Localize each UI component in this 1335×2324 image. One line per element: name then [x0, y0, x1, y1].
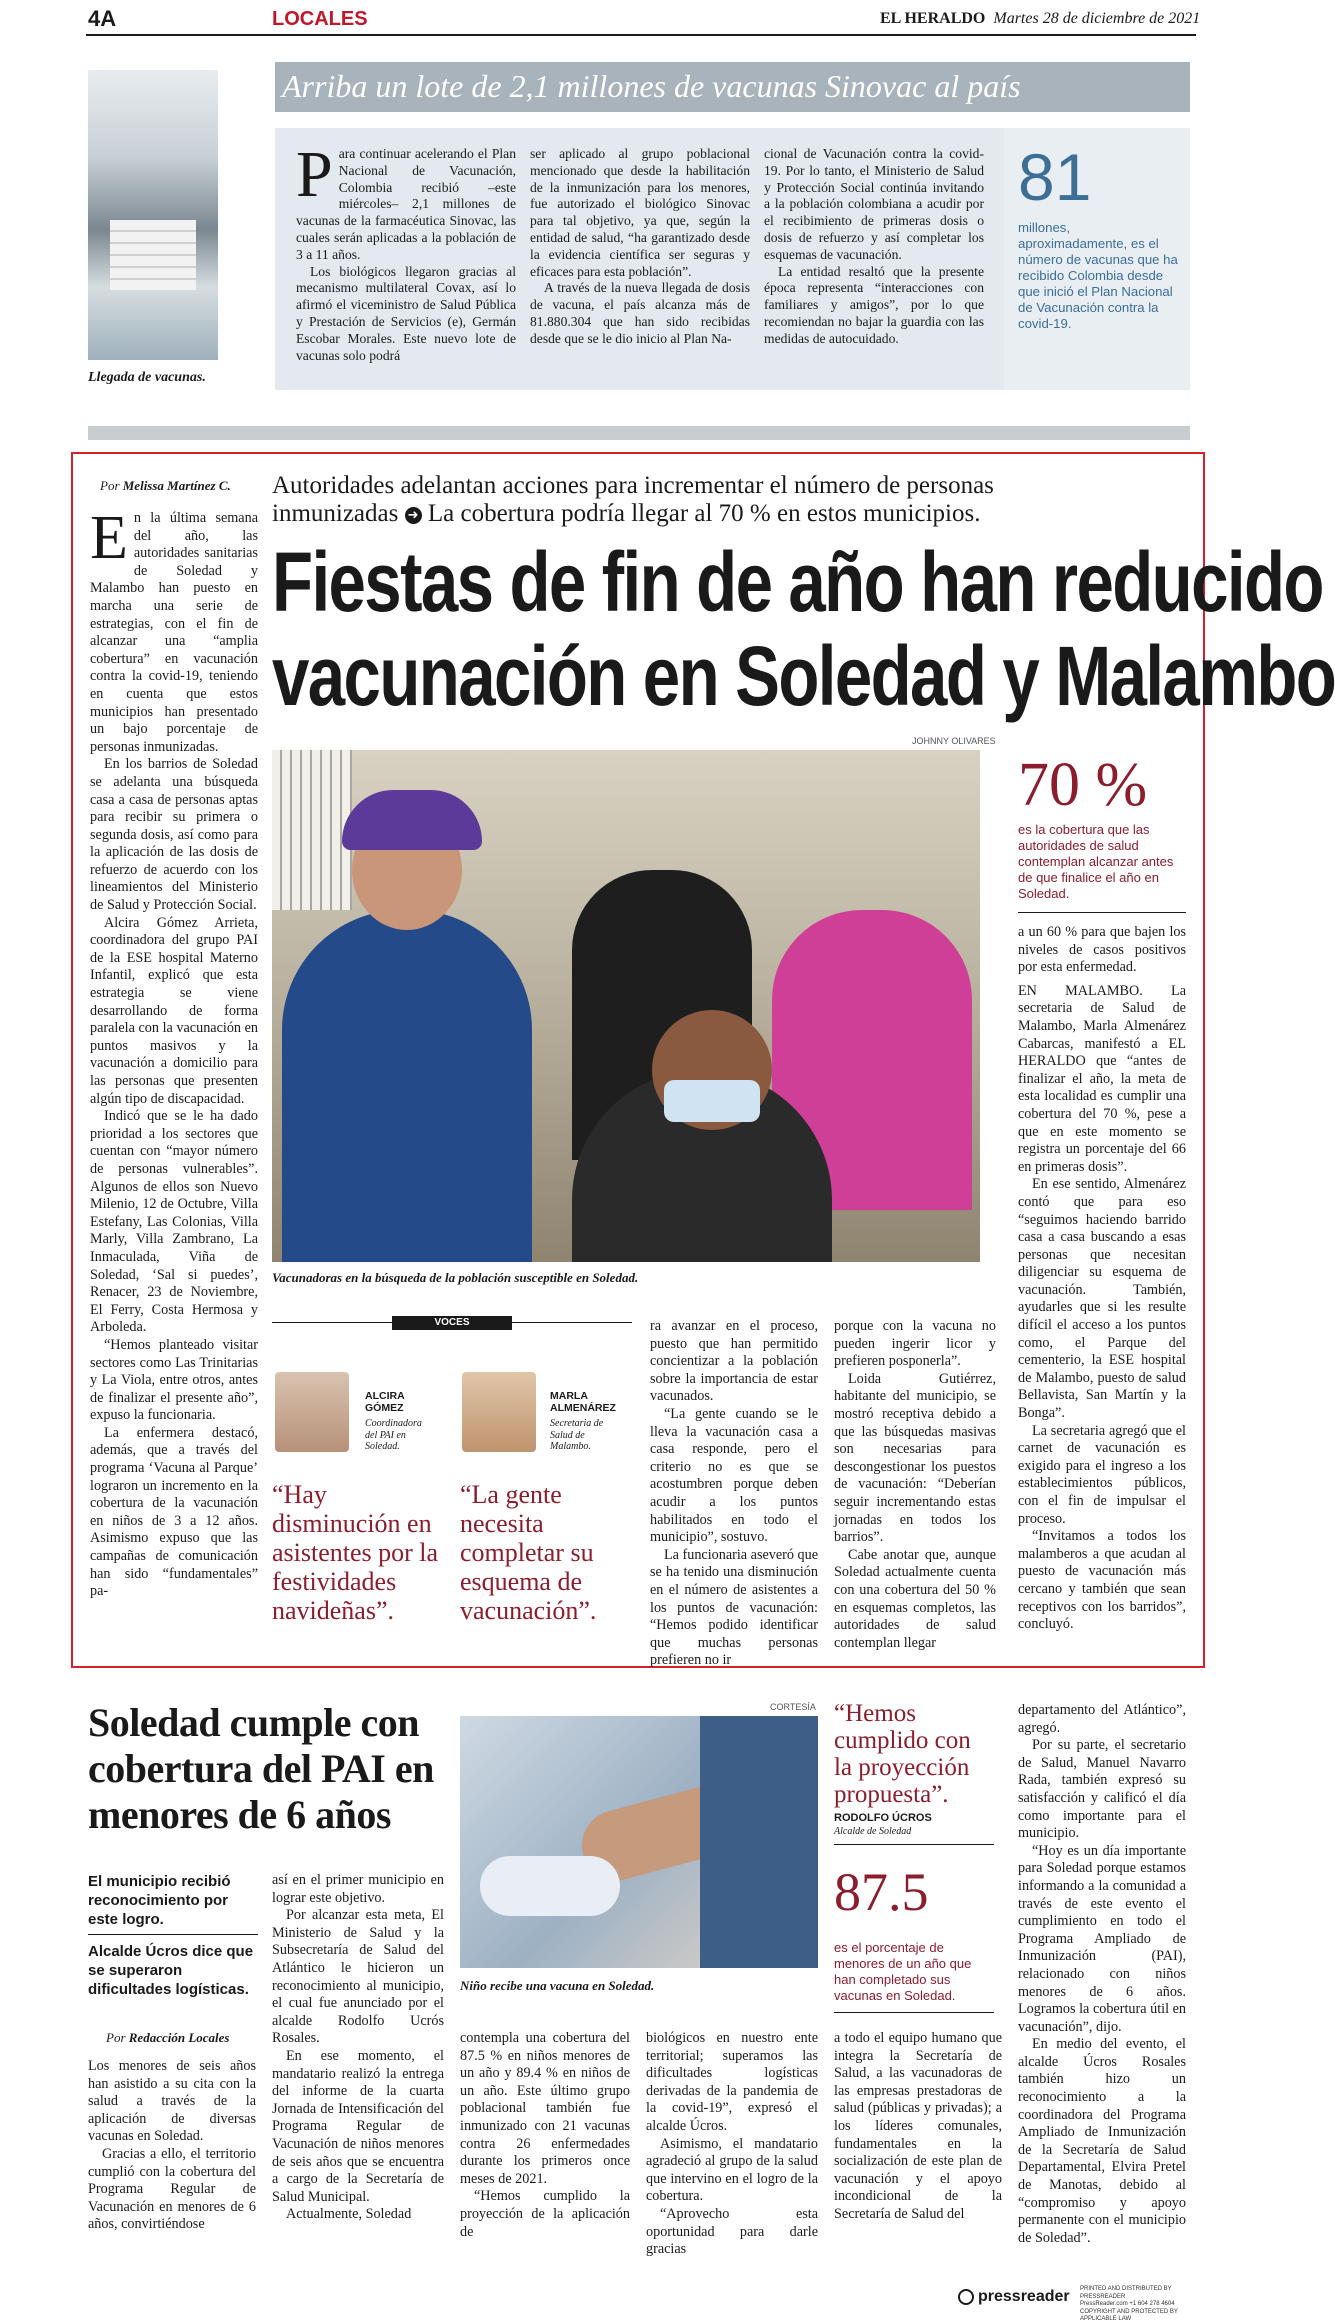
top-col-3-p1: cional de Vacunación contra la covid-19. Por lo tanto, el Ministerio de Salud y Protección Social continúa invitando a la población colombiana a acudir por el recibimiento de primeras dosis o dosis de refuerzo y así completar los esquemas de vacunación.	[764, 146, 984, 262]
main-headline-line-2: vacunación en Soledad y Malambo	[272, 629, 1335, 723]
main-deck	[272, 472, 1172, 528]
top-col-1-p2: Los biológicos llegaron gracias al mecanismo multilateral Covax, así lo afirmó el viceministro de Salud Pública y Prestación de Servicios (e), Germán Escobar Morales. Este nuevo lote de vacunas solo podrá	[296, 263, 516, 363]
top-photo-caption: Llegada de vacunas.	[88, 370, 206, 385]
face-mask	[664, 1080, 760, 1122]
main-headline-line-1: Fiestas de fin de año han reducido	[272, 535, 1323, 629]
main-photo-credit: JOHNNY OLIVARES	[912, 736, 996, 746]
byline-name: Melissa Martínez C.	[122, 478, 231, 493]
bottom-stat-number: 87.5	[834, 1862, 929, 1922]
pressreader-fineprint	[1080, 2286, 1190, 2324]
arrow-right-icon: ➜	[405, 507, 422, 524]
bottom-photo-credit: CORTESÍA	[770, 1702, 816, 1712]
cargo-boxes	[110, 220, 196, 290]
bottom-byline	[106, 2030, 229, 2046]
top-col-2-p2: A través de la nueva llegada de dosis de vacuna, el país alcanza más de 81.880.304 que han sido recibidas desde que se le dio inicio al Plan Na-	[530, 280, 750, 346]
top-col-1-p1: ara continuar acelerando el Plan Nacional de Vacunación, Colombia recibió –este miércoles– 2,1 millones de vacunas de la farmacéutica Sinovac, las cuales serán aplicadas a la población de 3 a 11 años.	[296, 146, 516, 262]
top-col-3	[764, 146, 984, 348]
nurse-figure	[282, 910, 532, 1262]
fineprint-2: PressReader.com +1 604 278 4604	[1080, 2301, 1175, 2307]
mid2-p1: porque con la vacuna no pueden ingerir licor y prefieren posponerla”.	[834, 1318, 996, 1370]
bcol4-p2: Asimismo, el mandatario agradeció al grupo de la salud que intervino en el logro de la cobertura.	[646, 2135, 818, 2205]
bottom-col-6	[1018, 1702, 1186, 2247]
voice2-avatar	[462, 1372, 536, 1452]
main-left-p3: Alcira Gómez Arrieta, coordinadora del grupo PAI de la ESE hospital Materno Infantil, explicó que esta estrategia se viene desarrollando de forma paralela con la vacunación en puntos masivos y la vacunación a domicilio para las personas que presenten algún tipo de discapacidad.	[90, 914, 258, 1107]
top-col-2-p1: ser aplicado al grupo poblacional mencionado que desde la habilitación de la inmunización para los menores, fue autorizado el biológico Sinovac para tal objetivo, ya que, según la entidad de salud, “ha garantizado desde la evidencia científica ser seguras y eficaces para esta población”.	[530, 146, 750, 279]
pressreader-brand: pressreader	[978, 2288, 1070, 2305]
bottom-photo-caption: Niño recibe una vacuna en Soledad.	[460, 1978, 655, 1993]
mid1-p1: ra avanzar en el proceso, puesto que han permitido concientizar a la población sobre la importancia de estar vacunados.	[650, 1318, 818, 1405]
fineprint-1: PRINTED AND DISTRIBUTED BY PRESSREADER	[1080, 2286, 1172, 2300]
bottom-byline-name: Redacción Locales	[128, 2030, 230, 2045]
bcol3-p1: contempla una cobertura del 87.5 % en niños menores de un año y 89.4 % en niños de un año. Este último grupo poblacional también fue inmunizado con 21 vacunas contra 26 enfermedades durante los primeros once meses de 2021.	[460, 2030, 630, 2187]
bottom-col-1	[88, 2058, 256, 2234]
mid1-p2: “La gente cuando se le lleva la vacunación casa a casa responde, pero el criterio no es que se acostumbren porque deben acudir a los puntos habilitados en todo el municipio”, sostuvo.	[650, 1405, 818, 1546]
main-photo-caption: Vacunadoras en la búsqueda de la población susceptible en Soledad.	[272, 1270, 639, 1285]
vaccines-truck-photo	[88, 70, 218, 360]
bottom-sub-1: El municipio recibió reconocimiento por este logro.	[88, 1873, 231, 1928]
main-left-col	[90, 504, 258, 1601]
paper-name	[880, 10, 1200, 28]
voice2-role: Secretaria de Salud de Malambo.	[550, 1418, 604, 1452]
gloved-hand	[480, 1856, 620, 1916]
mid1-p3: La funcionaria aseveró que se ha tenido una disminución en el número de asistentes a los puntos de vacunación: “Hemos podido identificar que muchas personas prefieren no ir	[650, 1546, 819, 1669]
mid2-p3: Cabe anotar que, aunque Soledad actualmente cuenta con una cobertura del 50 % en esquemas completos, las autoridades de salud contemplan llegar	[834, 1546, 996, 1651]
mid2-p2: Loida Gutiérrez, habitante del municipio, se mostró receptiva debido a que las búsquedas masivas son necesarias para descongestionar los puestos de vacunación: “Deberían seguir incrementando estas jornadas en todos los barrios”.	[834, 1370, 996, 1546]
voice1-role: Coordinadora del PAI en Soledad.	[365, 1418, 422, 1452]
top-col-3-p2: La entidad resaltó que la presente época representa “interacciones con familiares y amigos”, por lo que recomiendan no bajar la guardia con las medidas de autocuidado.	[764, 263, 984, 346]
bottom-byline-prefix: Por	[106, 2030, 126, 2045]
voice2-quote: “La gente necesita completar su esquema de vacunación”.	[460, 1480, 597, 1625]
issue-date: Martes 28 de diciembre de 2021	[993, 10, 1201, 27]
main-left-p1: n la última semana del año, las autoridades sanitarias de Soledad y Malambo han puesto en marcha una serie de estrategias, con el fin de alcanzar una “amplia cobertura” en vacunación contra la covid-19, teniendo en cuenta que estos municipios han presentado un bajo porcentaje de personas inmunizadas.	[90, 510, 258, 755]
bcol2-p4: Actualmente, Soledad	[286, 2206, 412, 2223]
main-left-p2: En los barrios de Soledad se adelanta una búsqueda casa a casa de personas aptas para recibir su primera o segunda dosis, así como para la aplicación de las dosis de refuerzo de acuerdo con los lineamientos del Ministerio de Salud y Protección Social.	[90, 756, 258, 914]
bcol2-p2: Por alcanzar esta meta, El Ministerio de Salud y la Subsecretaría de Salud del Atlántico le hicieron un reconocimiento al municipio, el cual fue anunciado por el alcalde Rodolfo Ucrós Rosales.	[272, 1907, 444, 2047]
bcol5-p1: a todo el equipo humano que integra la Secretaría de Salud, a las vacunadoras de las empresas prestadoras de salud (públicas y privadas); a los líderes comunales, fundamentales en la socialización de este plan de vacunación y el apoyo incondicional de la Secretaría de Salud del	[834, 2030, 1002, 2222]
bottom-sub-2: Alcalde Úcros dice que se superaron dificultades logísticas.	[88, 1943, 254, 1998]
main-stat-number: 70 %	[1018, 751, 1148, 819]
bcol2-p3: En ese momento, el mandatario realizó la entrega del informe de la cuarta Jornada de Intensificación del Programa Regular de Vacunación de niños menores de seis años que se encuentra a cargo de la Secretaría de Salud Municipal.	[272, 2047, 444, 2205]
bottom-quote: “Hemos cumplido con la proyección propuesta”.	[834, 1700, 971, 1808]
main-dropcap: E	[90, 504, 128, 572]
main-stat-text: es la cobertura que las autoridades de salud contemplan alcanzar antes de que finalice el año en Soledad.	[1018, 822, 1174, 901]
section-separator	[88, 426, 1190, 440]
main-left-p4: Indicó que se le ha dado prioridad a los sectores que cuentan con “mayor número de personas vulnerables”. Algunos de ellos son Nuevo Milenio, 12 de Octubre, Villa Estefany, Las Colonias, Villa Marly, Villa Zambrano, La Inmaculada, Viña de Soledad, ‘Sal si puedes’, Renacer, 23 de Noviembre, El Ferry, Costa Hermosa y Arboleda.	[90, 1108, 258, 1336]
voice1-avatar	[275, 1372, 349, 1452]
bottom-col-2	[272, 1872, 444, 2224]
masthead-rule	[86, 34, 1196, 36]
right-p5: “Invitamos a todos los malamberos a que acudan al puesto de vacunación más cercano y también que sean receptivos con los barridos”, concluyó.	[1018, 1528, 1186, 1633]
top-headline: Arriba un lote de 2,1 millones de vacunas Sinovac al país	[282, 68, 1021, 104]
deck-part-b: La cobertura podría llegar al 70 % en estos municipios.	[427, 500, 981, 527]
bcol6-p1: departamento del Atlántico”, agregó.	[1018, 1702, 1186, 1736]
nurse-cap	[342, 790, 482, 850]
pressreader-logo	[958, 2288, 1070, 2306]
byline-prefix: Por	[100, 478, 120, 493]
right-p3: En ese sentido, Almenárez contó que para eso “seguimos haciendo barrido casa a casa buscando a esas personas que necesitan diligenciar su esquema de vacunación. También, ayudarles que si les resulte difícil el acceso a los puntos como, el Parque del cementerio, la ESE hospital de Malambo, puesto de salud Bellavista, San Martín y la Bonga”.	[1018, 1176, 1186, 1422]
right-p4: La secretaria agregó que el carnet de vacunación es exigido para el ingreso a los establecimientos públicos, con el fin de impulsar el proceso.	[1018, 1422, 1186, 1527]
bcol1-p2: Gracias a ello, el territorio cumplió con la cobertura del Programa Regular de Vacunación en menores de 6 años, convirtiéndose	[88, 2145, 256, 2233]
bottom-quote-role: Alcalde de Soledad	[834, 1826, 912, 1837]
voice2-name: MARLA ALMENÁREZ	[550, 1390, 616, 1414]
child-shirt	[700, 1716, 818, 1968]
bcol3-p2: “Hemos cumplido la proyección de la aplicación de	[460, 2188, 630, 2240]
bcol4-p3: “Aprovecho esta oportunidad para darle gracias	[646, 2205, 818, 2258]
top-col-2	[530, 146, 750, 348]
bottom-col-5	[834, 2030, 1002, 2224]
page-number: 4A	[88, 6, 117, 31]
top-stat-number: 81	[1018, 140, 1092, 214]
bcol2-p1: así en el primer municipio en lograr este objetivo.	[272, 1872, 444, 1906]
bcol6-p4: En medio del evento, el alcalde Úcros Rosales también hizo un reconocimiento a la coordinadora del Programa Ampliado de Inmunización de la Secretaría de Salud Departamental, Elvira Pretel de Manotas, debido al “compromiso y apoyo permanente con el municipio de Soledad”.	[1018, 2036, 1186, 2246]
bottom-headline: Soledad cumple con cobertura del PAI en menores de 6 años	[88, 1700, 434, 1837]
right-p1: a un 60 % para que bajen los niveles de casos positivos por esta enfermedad.	[1018, 924, 1186, 976]
bottom-quote-name: RODOLFO ÚCROS	[834, 1812, 932, 1824]
photo-window	[272, 750, 352, 910]
main-left-p5: “Hemos planteado visitar sectores como Las Trinitarias y La Viola, entre otros, antes de finalizar el presente año”, expuso la funcionaria.	[90, 1336, 258, 1424]
bcol6-p3: “Hoy es un día importante para Soledad porque estamos informando a la comunidad a través de este evento el cumplimiento en todo el Programa Ampliado de Inmunización (PAI), relacionado con niños menores de 6 años. Logramos la cobertura útil en vacunación”, dijo.	[1018, 1842, 1186, 2035]
deck-part-a: inmunizadas	[272, 500, 399, 527]
main-mid-col-1	[650, 1318, 818, 1670]
bcol4-p1: biológicos en nuestro ente territorial; superamos las dificultades logísticas derivadas de la pandemia de la covid-19”, expresó el alcalde Úcros.	[646, 2030, 818, 2134]
bottom-sub-rule	[88, 1934, 258, 1935]
deck-line-2	[272, 500, 1172, 528]
main-byline	[100, 478, 231, 494]
vaccinators-photo	[272, 750, 980, 1262]
bottom-stat-text: es el porcentaje de menores de un año que han completado sus vacunas en Soledad.	[834, 1940, 972, 2003]
main-mid-col-2	[834, 1318, 996, 1652]
top-stat-text: millones, aproximadamente, es el número de vacunas que ha recibido Colombia desde que inició el Plan Nacional de Vacunación contra la covid-19.	[1018, 220, 1178, 331]
child-vaccine-photo	[460, 1716, 818, 1968]
paper-title: EL HERALDO	[880, 10, 986, 27]
top-col-1	[296, 138, 516, 364]
voces-label: VOCES	[392, 1316, 512, 1330]
main-stat-rule	[1018, 912, 1186, 913]
pressreader-icon	[958, 2289, 974, 2305]
bottom-col-3	[460, 2030, 630, 2241]
bottom-quote-rule	[834, 1844, 994, 1845]
section-label: LOCALES	[272, 8, 368, 30]
voice1-name: ALCIRA GÓMEZ	[365, 1390, 405, 1414]
bcol1-p1: Los menores de seis años han asistido a su cita con la salud a través de la aplicación de diversas vacunas en Soledad.	[88, 2058, 256, 2145]
main-left-p6: La enfermera destacó, además, que a través del programa ‘Vacuna al Parque’ lograron un incremento en la cobertura de la vacunación en niños de 3 a 12 años. Asimismo expuso que las campañas de comunicación han sido “fundamentales” pa-	[90, 1424, 258, 1600]
bcol6-p2: Por su parte, el secretario de Salud, Manuel Navarro Rada, también expresó su satisfacción y calificó el día como importante para el municipio.	[1018, 1737, 1186, 1842]
top-dropcap: P	[296, 138, 333, 211]
fineprint-3: COPYRIGHT AND PROTECTED BY APPLICABLE LAW	[1080, 2308, 1178, 2322]
bottom-col-4	[646, 2030, 818, 2259]
bottom-stat-rule	[834, 2012, 994, 2013]
right-p2: EN MALAMBO. La secretaria de Salud de Malambo, Marla Almenárez Cabarcas, manifestó a EL HERALDO que “antes de finalizar el año, la meta de esta localidad es cumplir una cobertura del 70 %, pese a que en este momento se registra un porcentaje del 66 en primeras dosis”.	[1018, 982, 1186, 1175]
deck-line-1: Autoridades adelantan acciones para incrementar el número de personas	[272, 472, 994, 499]
main-right-col	[1018, 924, 1186, 1634]
voice1-quote: “Hay disminución en asistentes por la festividades navideñas”.	[272, 1480, 439, 1625]
